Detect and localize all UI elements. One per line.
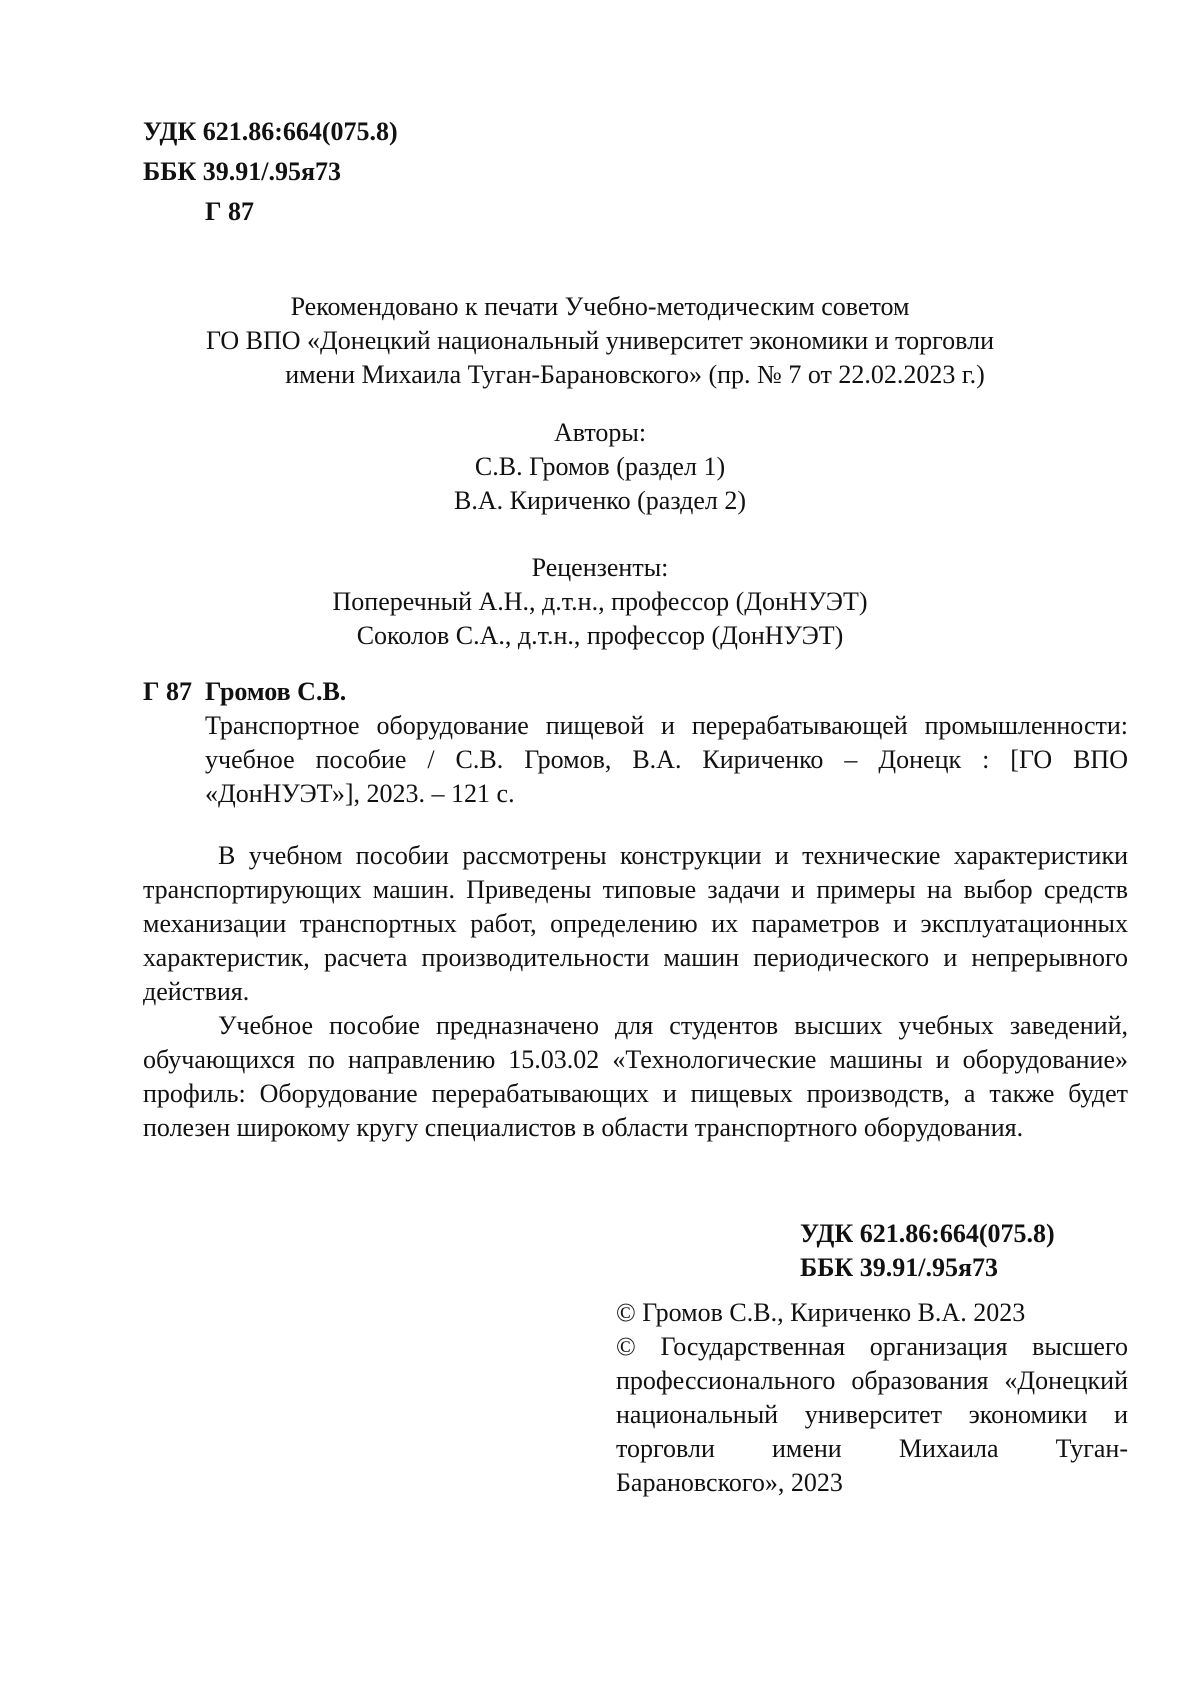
reviewers-heading: Рецензенты: [0, 551, 1200, 585]
authors-heading: Авторы: [0, 416, 1200, 450]
catalog-entry [143, 675, 1128, 811]
recommendation-line-2: ГО ВПО «Донецкий национальный университет экономики и торговли [0, 324, 1200, 358]
recommendation-line-1: Рекомендовано к печати Учебно-методическим советом [0, 290, 1200, 324]
catalog-description: Транспортное оборудование пищевой и перерабатывающей промышленности: учебное пособие / С.В. Громов, В.А. Кириченко – Донецк : [ГО ВПО «ДонНУЭТ»], 2023. – 121 с. [143, 709, 1128, 811]
author-mark: Г 87 [143, 192, 398, 232]
annotation [143, 839, 1128, 1145]
reviewer-item: Соколов С.А., д.т.н., профессор (ДонНУЭТ) [0, 619, 1200, 653]
author-item: В.А. Кириченко (раздел 2) [0, 484, 1200, 518]
udk-code: УДК 621.86:664(075.8) [143, 112, 398, 152]
classification-codes-bottom [800, 1217, 1055, 1285]
classification-codes-top [143, 112, 398, 232]
document-page [0, 0, 1200, 1697]
copyright-block [616, 1296, 1128, 1500]
reviewers-block [0, 551, 1200, 653]
author-item: С.В. Громов (раздел 1) [0, 450, 1200, 484]
annotation-paragraph-2: Учебное пособие предназначено для студентов высших учебных заведений, обучающихся по направлению 15.03.02 «Технологические машины и оборудование» профиль: Оборудование перерабатывающих и пищевых производств, а также будет полезен широкому кругу специалистов в области транспортного оборудования. [143, 1009, 1128, 1145]
authors-block [0, 416, 1200, 518]
catalog-heading: Г 87 Громов С.В. [143, 675, 1128, 709]
annotation-paragraph-1: В учебном пособии рассмотрены конструкции и технические характеристики транспортирующих машин. Приведены типовые задачи и примеры на выбор средств механизации транспортных работ, определению их параметров и эксплуатационных характеристик, расчета производительности машин периодического и непрерывного действия. [143, 839, 1128, 1009]
recommendation-line-3: имени Михаила Туган-Барановского» (пр. № 7 от 22.02.2023 г.) [0, 358, 1200, 392]
udk-code-bottom: УДК 621.86:664(075.8) [800, 1217, 1055, 1251]
copyright-organization: © Государственная организация высшего профессионального образования «Донецкий национальный университет экономики и торговли имени Михаила Туган-Барановского», 2023 [616, 1330, 1128, 1500]
copyright-authors: © Громов С.В., Кириченко В.А. 2023 [616, 1296, 1128, 1330]
reviewer-item: Поперечный А.Н., д.т.н., профессор (ДонНУЭТ) [0, 585, 1200, 619]
bbk-code-bottom: ББК 39.91/.95я73 [800, 1251, 1055, 1285]
recommendation-block [0, 290, 1200, 392]
bbk-code: ББК 39.91/.95я73 [143, 152, 398, 192]
